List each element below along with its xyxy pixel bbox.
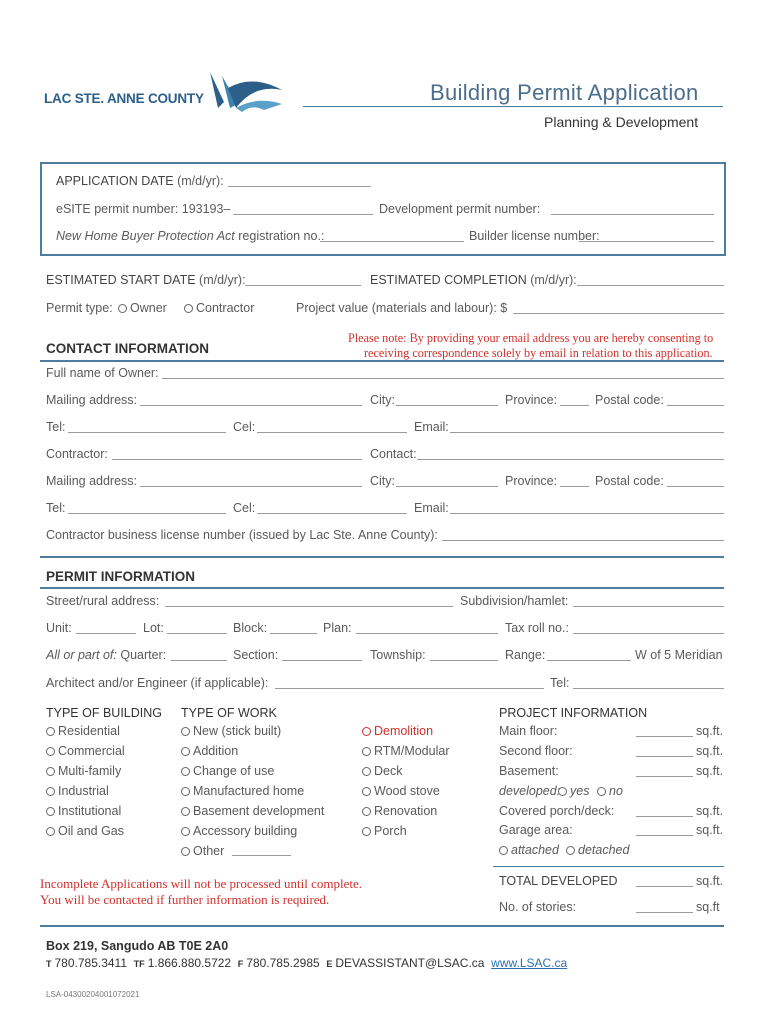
option-institutional[interactable]: Institutional xyxy=(46,804,121,818)
detached-radio[interactable]: detached xyxy=(566,843,629,857)
footer-fax: 780.785.2985 xyxy=(246,956,320,970)
full-name-field[interactable] xyxy=(162,378,724,379)
township-label: Township: xyxy=(370,648,426,662)
contractor-tel-label: Tel: xyxy=(46,501,66,515)
basement-unit: sq.ft. xyxy=(696,764,724,778)
radio-icon xyxy=(499,846,508,855)
project-info-heading: PROJECT INFORMATION xyxy=(499,706,648,720)
plan-label: Plan: xyxy=(323,621,352,635)
owner-province-field[interactable] xyxy=(560,405,589,406)
street-field[interactable] xyxy=(165,606,453,607)
incomplete-warning-2: You will be contacted if further information is required. xyxy=(40,892,330,907)
radio-icon xyxy=(566,846,575,855)
radio-icon xyxy=(46,747,55,756)
org-name: LAC STE. ANNE COUNTY xyxy=(44,91,204,106)
contractor-label: Contractor: xyxy=(46,447,108,461)
radio-icon xyxy=(46,807,55,816)
contractor-mailing-label: Mailing address: xyxy=(46,474,138,488)
completion-label: ESTIMATED COMPLETION (m/d/yr): xyxy=(370,273,577,287)
option-other[interactable]: Other xyxy=(181,844,224,858)
contractor-radio[interactable]: Contractor xyxy=(184,301,254,315)
full-name-label: Full name of Owner: xyxy=(46,366,159,380)
stories-unit: sq.ft xyxy=(696,900,720,914)
application-date-field[interactable] xyxy=(228,186,371,187)
owner-email-field[interactable] xyxy=(450,432,724,433)
county-logo xyxy=(42,68,287,114)
radio-icon xyxy=(181,767,190,776)
option-commercial[interactable]: Commercial xyxy=(46,744,125,758)
option-industrial[interactable]: Industrial xyxy=(46,784,109,798)
footer-tollfree: 1.866.880.5722 xyxy=(147,956,232,970)
option-change-of-use[interactable]: Change of use xyxy=(181,764,274,778)
option-basement-development[interactable]: Basement development xyxy=(181,804,324,818)
basement-label: Basement: xyxy=(499,764,559,778)
logo-mark-icon xyxy=(202,68,284,114)
covered-porch-unit: sq.ft. xyxy=(696,804,724,818)
main-floor-label: Main floor: xyxy=(499,724,558,738)
contractor-postal-label: Postal code: xyxy=(595,474,664,488)
section-field[interactable] xyxy=(282,660,362,661)
option-deck[interactable]: Deck xyxy=(362,764,402,778)
owner-email-label: Email: xyxy=(414,420,449,434)
tax-roll-label: Tax roll no.: xyxy=(505,621,569,635)
project-value-field[interactable] xyxy=(513,313,724,314)
owner-city-label: City: xyxy=(370,393,395,407)
basement-field[interactable] xyxy=(636,776,693,777)
contractor-postal-field[interactable] xyxy=(667,486,724,487)
business-license-field[interactable] xyxy=(442,540,724,541)
second-floor-label: Second floor: xyxy=(499,744,573,758)
option-porch[interactable]: Porch xyxy=(362,824,407,838)
option-residential[interactable]: Residential xyxy=(46,724,120,738)
other-work-field[interactable] xyxy=(232,855,291,856)
garage-field[interactable] xyxy=(636,835,693,836)
dev-permit-label: Development permit number: xyxy=(379,202,541,216)
incomplete-warning-1: Incomplete Applications will not be processed until complete. xyxy=(40,876,363,891)
radio-icon xyxy=(181,807,190,816)
footer-contacts: T 780.785.3411 TF 1.866.880.5722 F 780.785.2985 E DEVASSISTANT@LSAC.ca www.LSAC.ca xyxy=(46,956,568,970)
page-title: Building Permit Application xyxy=(430,80,699,105)
covered-porch-field[interactable] xyxy=(636,816,693,817)
contractor-province-label: Province: xyxy=(505,474,558,488)
radio-icon xyxy=(362,767,371,776)
main-floor-unit: sq.ft. xyxy=(696,724,724,738)
builder-license-label: Builder license number: xyxy=(469,229,600,243)
attached-radio[interactable]: attached xyxy=(499,843,559,857)
block-label: Block: xyxy=(233,621,268,635)
second-floor-field[interactable] xyxy=(636,756,693,757)
owner-mailing-field[interactable] xyxy=(140,405,362,406)
option-addition[interactable]: Addition xyxy=(181,744,238,758)
tax-roll-field[interactable] xyxy=(573,633,724,634)
total-developed-label: TOTAL DEVELOPED xyxy=(499,874,618,888)
option-manufactured-home[interactable]: Manufactured home xyxy=(181,784,304,798)
architect-tel-label: Tel: xyxy=(550,676,570,690)
contact-label: Contact: xyxy=(370,447,417,461)
radio-icon xyxy=(46,827,55,836)
option-oil-and-gas[interactable]: Oil and Gas xyxy=(46,824,124,838)
owner-radio[interactable]: Owner xyxy=(118,301,167,315)
contractor-email-field[interactable] xyxy=(450,513,724,514)
contact-rule xyxy=(40,360,724,362)
owner-postal-label: Postal code: xyxy=(595,393,664,407)
radio-icon xyxy=(597,787,606,796)
type-of-building-heading: TYPE OF BUILDING xyxy=(46,706,162,720)
main-floor-field[interactable] xyxy=(636,736,693,737)
radio-icon xyxy=(46,727,55,736)
footer-email[interactable]: DEVASSISTANT@LSAC.ca xyxy=(335,956,485,970)
block-field[interactable] xyxy=(270,633,317,634)
header-rule xyxy=(303,106,723,107)
footer-website-link[interactable]: www.LSAC.ca xyxy=(491,956,568,970)
radio-icon xyxy=(362,787,371,796)
range-label: Range: xyxy=(505,648,546,662)
radio-icon xyxy=(558,787,567,796)
permit-heading: PERMIT INFORMATION xyxy=(46,569,195,584)
radio-icon xyxy=(362,747,371,756)
radio-icon xyxy=(46,767,55,776)
covered-porch-label: Covered porch/deck: xyxy=(499,804,615,818)
developed-no-radio[interactable]: no xyxy=(597,784,623,798)
radio-icon xyxy=(181,747,190,756)
option-new-stick-built[interactable]: New (stick built) xyxy=(181,724,281,738)
garage-label: Garage area: xyxy=(499,823,573,837)
contractor-cel-field[interactable] xyxy=(257,513,407,514)
esite-label: eSITE permit number: 193193– xyxy=(56,202,231,216)
lot-field[interactable] xyxy=(167,633,227,634)
township-field[interactable] xyxy=(430,660,498,661)
radio-icon xyxy=(181,727,190,736)
esite-field[interactable] xyxy=(233,214,373,215)
option-wood-stove[interactable]: Wood stove xyxy=(362,784,440,798)
stories-label: No. of stories: xyxy=(499,900,577,914)
option-renovation[interactable]: Renovation xyxy=(362,804,437,818)
owner-cel-label: Cel: xyxy=(233,420,256,434)
owner-cel-field[interactable] xyxy=(257,432,407,433)
owner-tel-label: Tel: xyxy=(46,420,66,434)
radio-icon xyxy=(362,727,371,736)
total-developed-unit: sq.ft. xyxy=(696,874,724,888)
start-date-field[interactable] xyxy=(245,285,361,286)
owner-city-field[interactable] xyxy=(396,405,498,406)
radio-icon xyxy=(46,787,55,796)
street-label: Street/rural address: xyxy=(46,594,160,608)
footer-rule xyxy=(40,925,724,927)
garage-unit: sq.ft. xyxy=(696,823,724,837)
developed-yes-radio[interactable]: yes xyxy=(558,784,589,798)
builder-license-field[interactable] xyxy=(579,241,714,242)
second-floor-unit: sq.ft. xyxy=(696,744,724,758)
type-of-work-heading: TYPE OF WORK xyxy=(181,706,277,720)
contact-field[interactable] xyxy=(417,459,724,460)
legal-land-label: All or part of: Quarter: xyxy=(46,648,167,662)
architect-tel-field[interactable] xyxy=(573,688,724,689)
section-label: Section: xyxy=(233,648,279,662)
radio-icon xyxy=(181,787,190,796)
contractor-cel-label: Cel: xyxy=(233,501,256,515)
subdivision-label: Subdivision/hamlet: xyxy=(460,594,569,608)
dev-permit-field[interactable] xyxy=(551,214,714,215)
radio-icon xyxy=(362,827,371,836)
permit-type-label: Permit type: xyxy=(46,301,113,315)
stories-field[interactable] xyxy=(636,912,693,913)
radio-icon xyxy=(184,304,193,313)
nhbpa-label: New Home Buyer Protection Act registration no.: xyxy=(56,229,325,243)
contractor-email-label: Email: xyxy=(414,501,449,515)
owner-province-label: Province: xyxy=(505,393,558,407)
range-field[interactable] xyxy=(547,660,631,661)
contact-heading: CONTACT INFORMATION xyxy=(46,341,209,356)
unit-field[interactable] xyxy=(76,633,136,634)
contractor-province-field[interactable] xyxy=(560,486,589,487)
start-date-label: ESTIMATED START DATE (m/d/yr): xyxy=(46,273,246,287)
option-accessory-building[interactable]: Accessory building xyxy=(181,824,297,838)
radio-icon xyxy=(362,807,371,816)
form-code: LSA-04300204001072021 xyxy=(46,990,140,999)
total-developed-field[interactable] xyxy=(636,886,693,887)
contractor-mailing-field[interactable] xyxy=(140,486,362,487)
unit-label: Unit: xyxy=(46,621,72,635)
owner-mailing-label: Mailing address: xyxy=(46,393,138,407)
total-rule xyxy=(493,866,724,867)
email-consent-note-2: receiving correspondence solely by email in relation to this application. xyxy=(364,346,713,360)
page-subtitle: Planning & Development xyxy=(544,114,699,130)
option-multi-family[interactable]: Multi-family xyxy=(46,764,121,778)
footer-phone: 780.785.3411 xyxy=(54,956,128,970)
architect-field[interactable] xyxy=(275,688,544,689)
email-consent-note-1: Please note: By providing your email address you are hereby consenting to xyxy=(348,331,714,345)
radio-icon xyxy=(118,304,127,313)
plan-field[interactable] xyxy=(356,633,498,634)
contractor-city-field[interactable] xyxy=(396,486,498,487)
option-rtm-modular[interactable]: RTM/Modular xyxy=(362,744,449,758)
contractor-city-label: City: xyxy=(370,474,395,488)
nhbpa-field[interactable] xyxy=(320,241,464,242)
quarter-field[interactable] xyxy=(171,660,227,661)
option-demolition[interactable]: Demolition xyxy=(362,724,433,738)
meridian-label: W of 5 Meridian xyxy=(635,648,723,662)
owner-postal-field[interactable] xyxy=(667,405,724,406)
completion-field[interactable] xyxy=(577,285,724,286)
contractor-field[interactable] xyxy=(112,459,362,460)
application-date-label: APPLICATION DATE (m/d/yr): xyxy=(56,174,224,188)
radio-icon xyxy=(181,847,190,856)
permit-rule-top xyxy=(40,556,724,558)
developed-label: developed: xyxy=(499,784,561,798)
business-license-label: Contractor business license number (issued by Lac Ste. Anne County): xyxy=(46,528,438,542)
contractor-tel-field[interactable] xyxy=(68,513,226,514)
project-value-label: Project value (materials and labour): $ xyxy=(296,301,508,315)
owner-tel-field[interactable] xyxy=(68,432,226,433)
permit-rule xyxy=(40,587,724,589)
footer-address: Box 219, Sangudo AB T0E 2A0 xyxy=(46,939,229,953)
radio-icon xyxy=(181,827,190,836)
architect-label: Architect and/or Engineer (if applicable): xyxy=(46,676,269,690)
subdivision-field[interactable] xyxy=(573,606,724,607)
lot-label: Lot: xyxy=(143,621,164,635)
